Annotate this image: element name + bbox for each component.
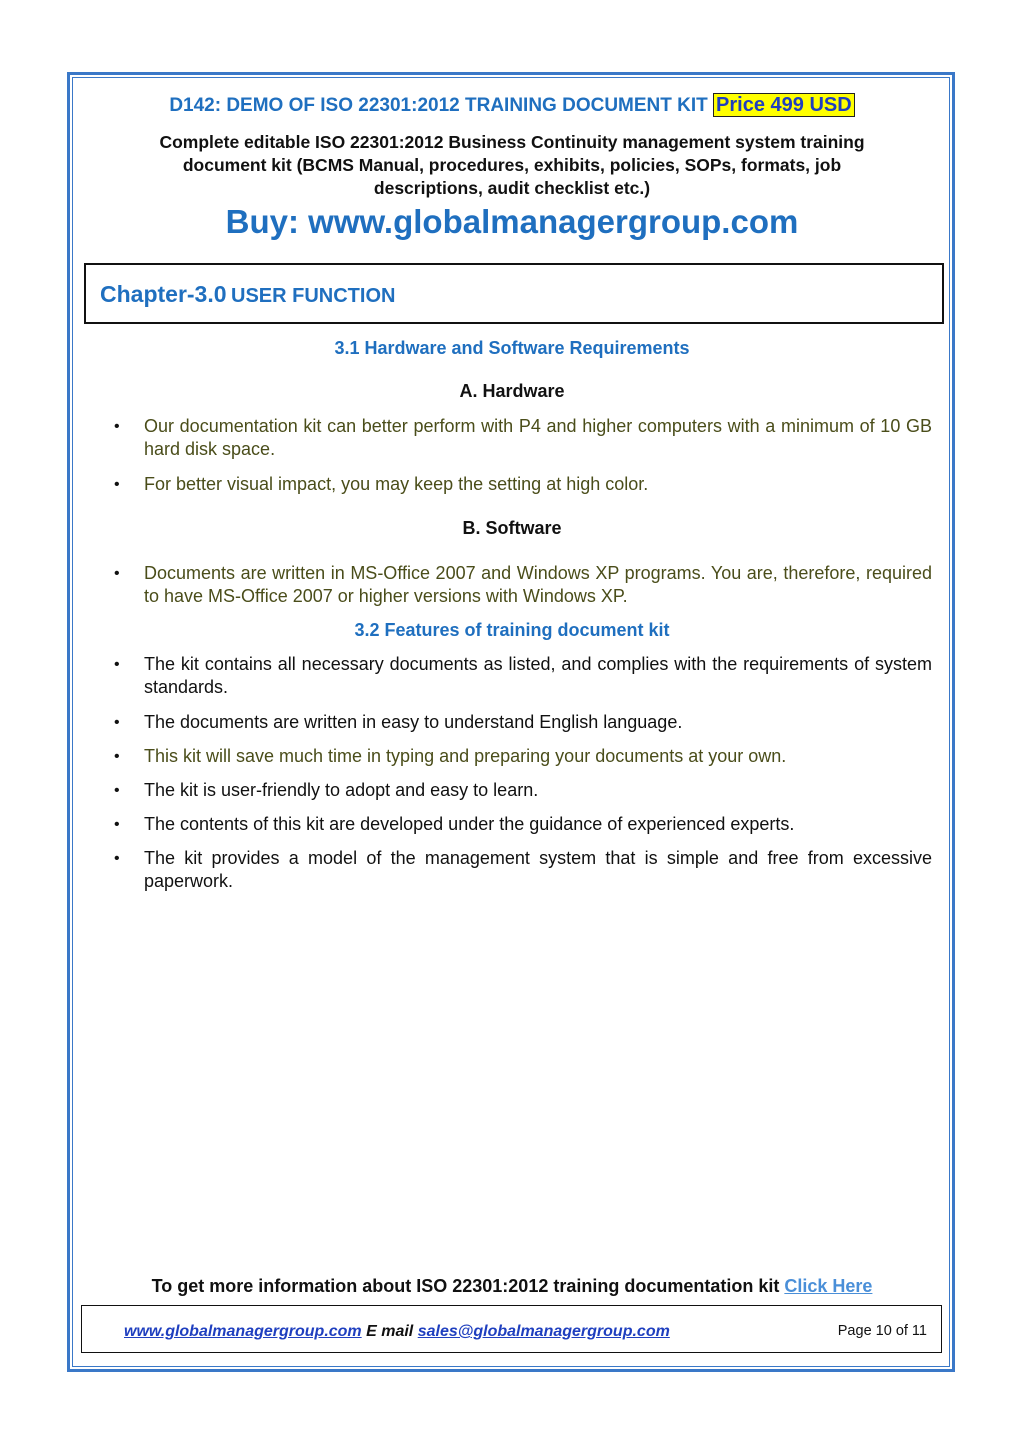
- footer-contacts: [124, 1323, 670, 1341]
- more-info-text: To get more information about ISO 22301:2012 training documentation kit: [151, 1276, 780, 1296]
- hardware-item: • For better visual impact, you may keep the setting at high color.: [144, 473, 932, 496]
- buy-link[interactable]: Buy: www.globalmanagergroup.com: [225, 203, 799, 240]
- chapter-number: Chapter-3.0: [100, 281, 227, 307]
- more-info-line: [0, 1276, 1024, 1297]
- document-title: [0, 94, 1024, 117]
- hardware-item: • Our documentation kit can better perform with P4 and higher computers with a minimum of 10 GB hard disk space.: [144, 415, 932, 461]
- email-link[interactable]: sales@globalmanagergroup.com: [417, 1323, 670, 1340]
- title-text: D142: DEMO OF ISO 22301:2012 TRAINING DOCUMENT KIT: [169, 95, 708, 116]
- subtitle-line: descriptions, audit checklist etc.): [373, 178, 651, 198]
- page-number: Page 10 of 11: [837, 1323, 927, 1339]
- feature-item: • The kit contains all necessary documents as listed, and complies with the requirements of system standards.: [144, 653, 932, 699]
- chapter-name: USER FUNCTION: [231, 285, 396, 307]
- section-3-2-title: 3.2 Features of training document kit: [354, 620, 670, 640]
- software-item: • Documents are written in MS-Office 2007 and Windows XP programs. You are, therefore, required to have MS-Office 2007 or higher versions with Windows XP.: [144, 562, 932, 608]
- website-link[interactable]: www.globalmanagergroup.com: [124, 1323, 362, 1340]
- feature-item: • The documents are written in easy to understand English language.: [144, 711, 932, 734]
- feature-item: • The kit provides a model of the management system that is simple and free from excessive paperwork.: [144, 847, 932, 893]
- document-subtitle: [90, 131, 934, 200]
- click-here-link[interactable]: Click Here: [784, 1276, 873, 1296]
- chapter-heading: [100, 281, 395, 308]
- chapter-heading-box: [84, 263, 944, 324]
- email-label: E mail: [366, 1323, 414, 1340]
- feature-item: • The kit is user-friendly to adopt and easy to learn.: [144, 779, 932, 802]
- feature-item: • This kit will save much time in typing and preparing your documents at your own.: [144, 745, 932, 768]
- page-footer: [81, 1305, 942, 1353]
- subtitle-line: document kit (BCMS Manual, procedures, exhibits, policies, SOPs, formats, job: [182, 155, 842, 175]
- section-3-1-title: 3.1 Hardware and Software Requirements: [334, 338, 690, 358]
- software-title: B. Software: [462, 518, 562, 538]
- hardware-title: A. Hardware: [459, 381, 565, 401]
- price-badge: Price 499 USD: [713, 93, 855, 117]
- subtitle-line: Complete editable ISO 22301:2012 Business Continuity management system training: [159, 132, 865, 152]
- feature-item: • The contents of this kit are developed under the guidance of experienced experts.: [144, 813, 932, 836]
